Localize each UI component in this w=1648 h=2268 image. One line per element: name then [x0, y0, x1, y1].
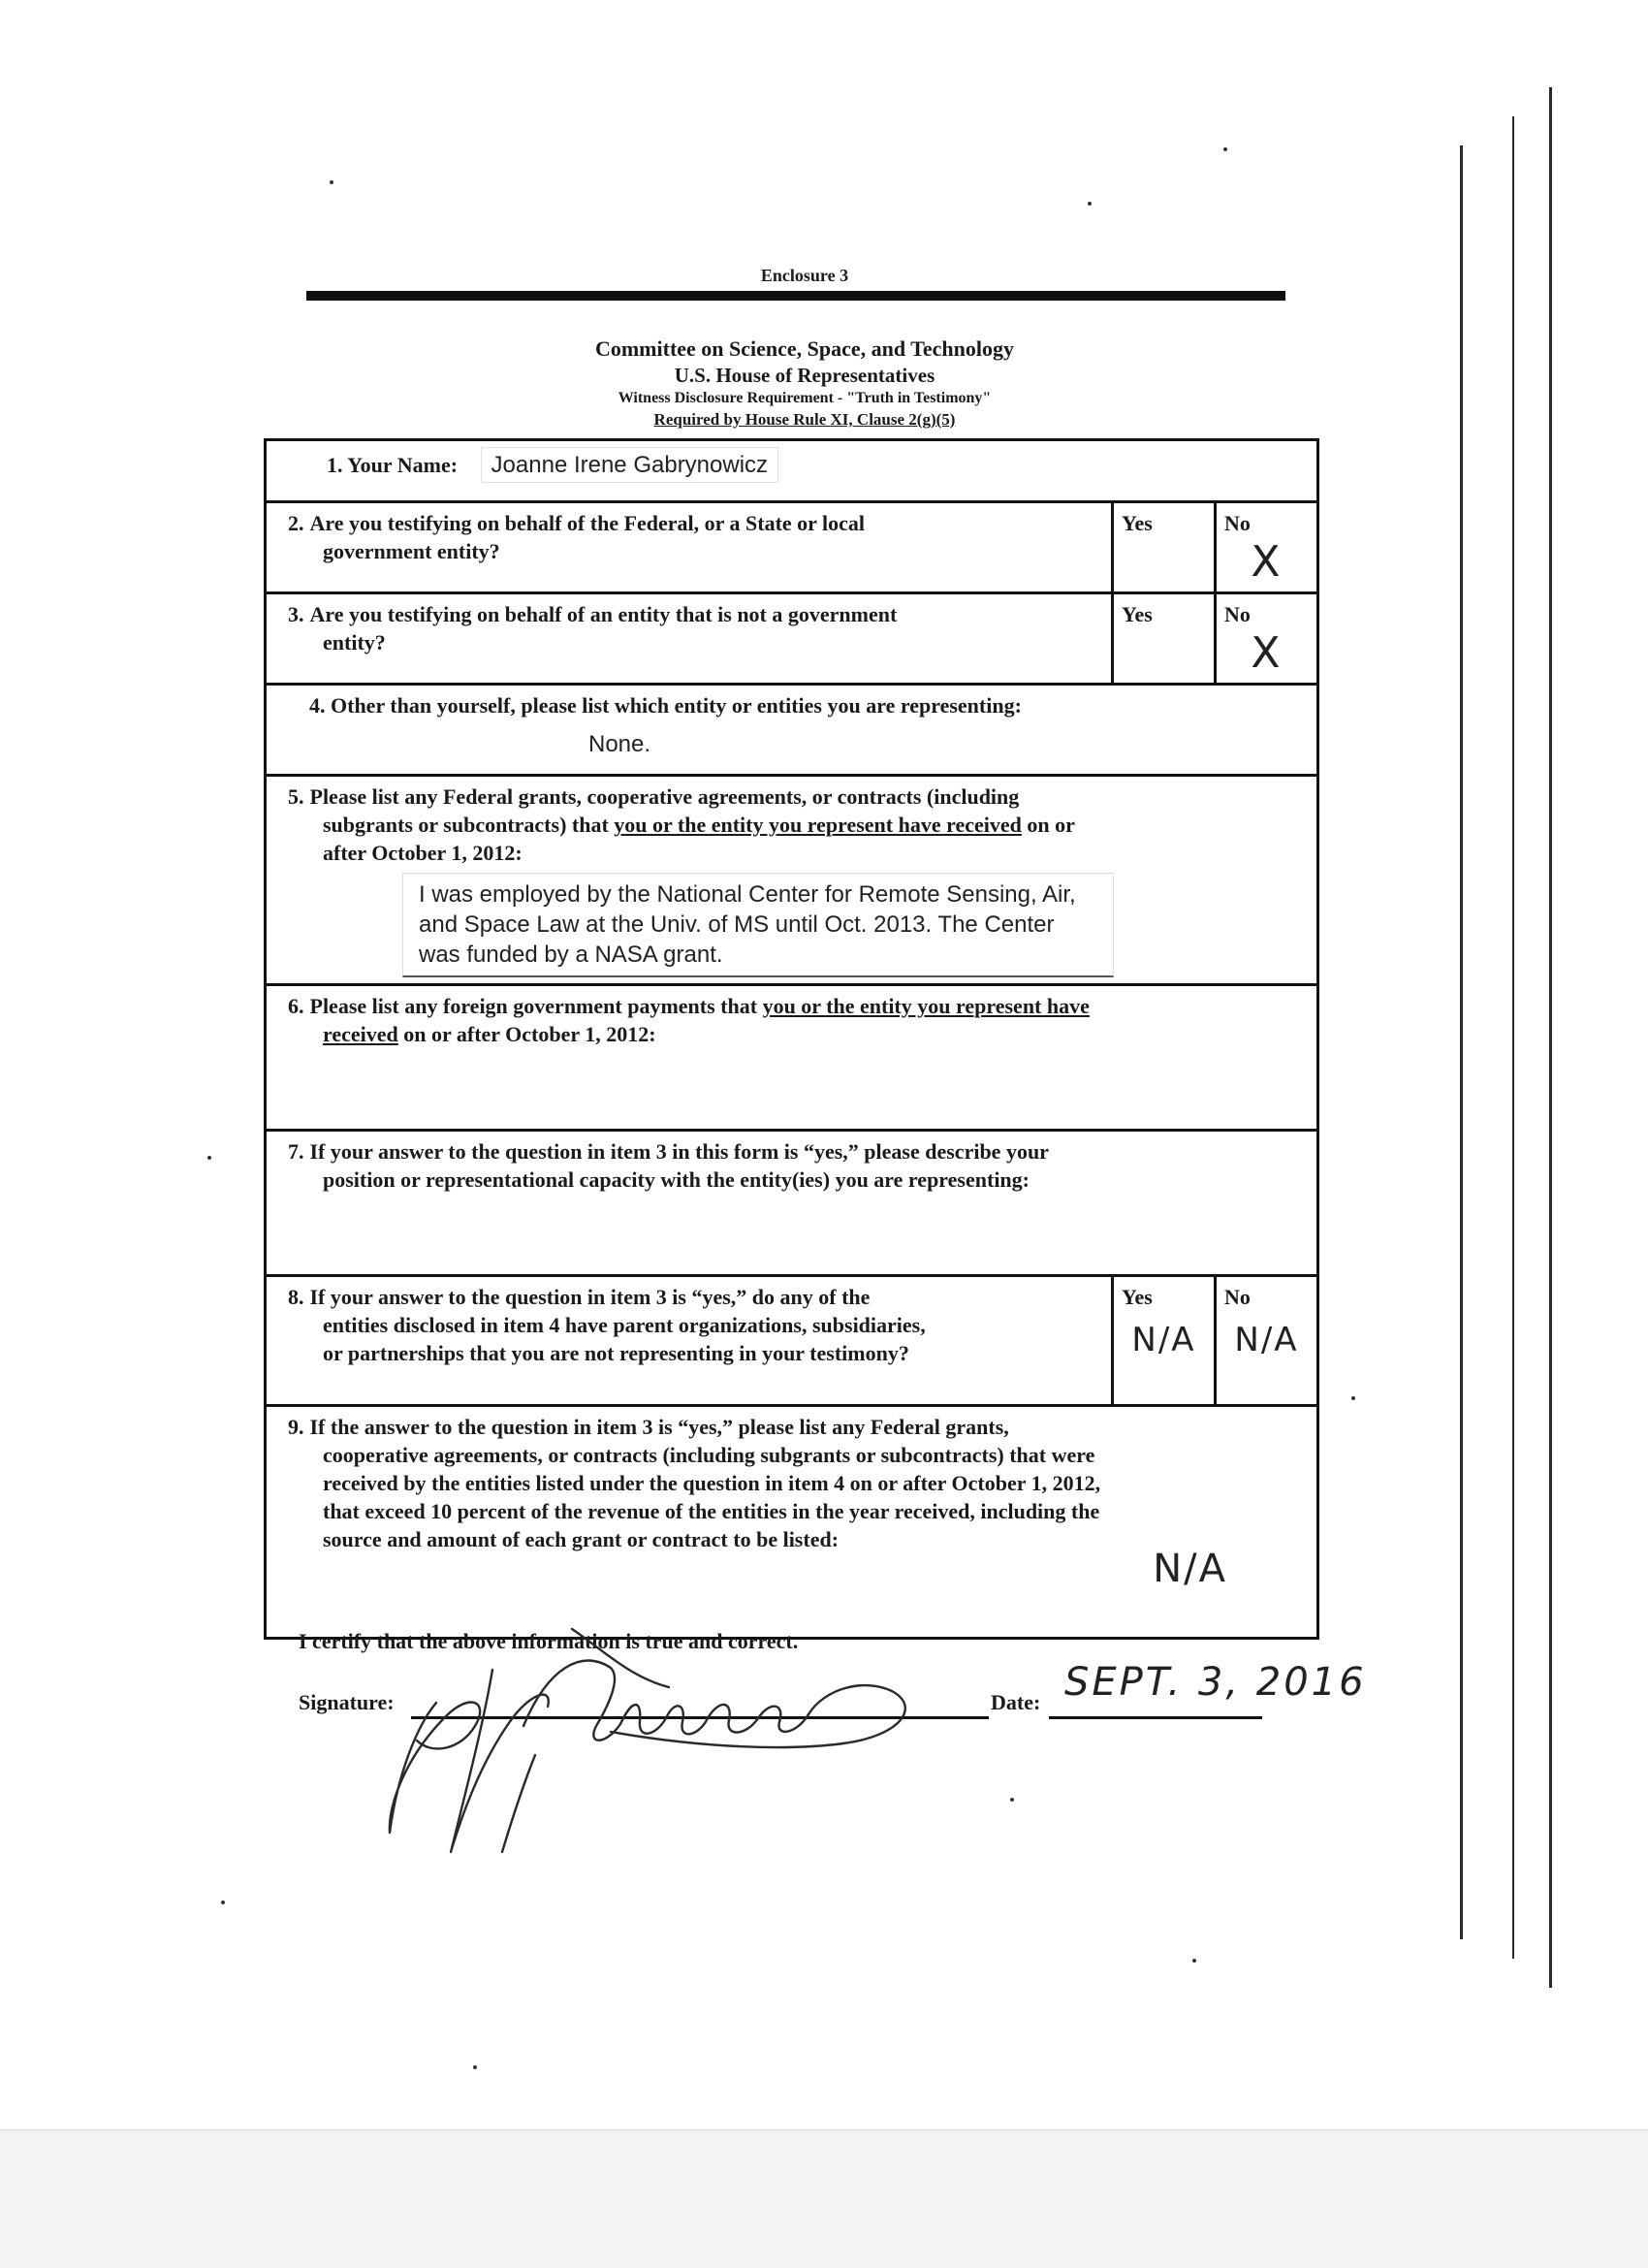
date-label: Date:	[991, 1690, 1041, 1714]
question-5-line	[288, 811, 1305, 839]
handwritten-date[interactable]: SEPT. 3, 2016	[1064, 1660, 1367, 1705]
header-rule	[306, 291, 1285, 301]
question-3-line: entity?	[323, 630, 386, 655]
question-3-line: Are you testifying on behalf of an entity that is not a government	[309, 602, 898, 626]
scan-speck	[1223, 147, 1227, 151]
question-3-row	[266, 593, 1318, 685]
yes-label: Yes	[1122, 602, 1153, 626]
disclosure-form-table	[264, 438, 1319, 1640]
question-2-text	[266, 502, 1113, 593]
question-9-number: 9.	[288, 1415, 304, 1439]
certification-statement: I certify that the above information is true and correct.	[299, 1629, 799, 1653]
question-7-line: If your answer to the question in item 3 in this form is “yes,” please describe your	[309, 1139, 1049, 1164]
scan-edge-line	[1549, 87, 1552, 1988]
handwritten-na: N/A	[1234, 1321, 1299, 1359]
question-8-text	[266, 1276, 1113, 1406]
scan-speck	[1088, 202, 1092, 206]
no-label: No	[1224, 511, 1251, 535]
question-5-text: on or	[1021, 813, 1075, 837]
question-8-number: 8.	[288, 1285, 304, 1309]
question-8-row	[266, 1276, 1318, 1406]
question-6-number: 6.	[288, 994, 304, 1018]
scan-edge-line	[1512, 116, 1514, 1959]
question-9-line: source and amount of each grant or contract to be listed:	[323, 1527, 840, 1551]
question-1-label: 1. Your Name:	[327, 453, 459, 477]
question-5-number: 5.	[288, 784, 304, 809]
question-3-no-cell[interactable]	[1216, 593, 1318, 685]
question-6-row	[266, 985, 1318, 1131]
enclosure-label: Enclosure 3	[760, 266, 849, 285]
grants-answer-field[interactable]: I was employed by the National Center for Remote Sensing, Air, and Space Law at the Univ. of MS until Oct. 2013. The Center was funded by a NASA grant.	[402, 873, 1114, 977]
question-2-no-cell[interactable]	[1216, 502, 1318, 593]
question-2-yes-cell[interactable]	[1113, 502, 1216, 593]
no-label: No	[1224, 602, 1251, 626]
scan-speck	[221, 1901, 225, 1904]
question-7-number: 7.	[288, 1139, 304, 1164]
handwritten-na: N/A	[1131, 1321, 1196, 1359]
no-label: No	[1224, 1285, 1251, 1309]
question-2-line: Are you testifying on behalf of the Federal, or a State or local	[309, 511, 866, 535]
scan-speck	[207, 1156, 211, 1160]
question-8-line: or partnerships that you are not representing in your testimony?	[323, 1341, 909, 1365]
question-6-cell	[266, 985, 1318, 1131]
question-9-line: If the answer to the question in item 3 is “yes,” please list any Federal grants,	[309, 1415, 1009, 1439]
question-7-line: position or representational capacity with the entity(ies) you are representing:	[323, 1167, 1030, 1192]
yes-label: Yes	[1122, 511, 1153, 535]
question-3-text	[266, 593, 1113, 685]
question-6-text: on or after October 1, 2012:	[397, 1022, 656, 1046]
question-8-line: entities disclosed in item 4 have parent organizations, subsidiaries,	[323, 1313, 926, 1337]
question-8-line: If your answer to the question in item 3 is “yes,” do any of the	[309, 1285, 871, 1309]
scan-speck	[473, 2065, 477, 2069]
question-5-cell	[266, 776, 1318, 985]
question-9-line: received by the entities listed under the question in item 4 on or after October 1, 2012,	[323, 1471, 1101, 1495]
question-3-number: 3.	[288, 602, 304, 626]
scan-speck	[330, 180, 333, 184]
checkmark-x: X	[1251, 537, 1283, 587]
question-8-yes-cell[interactable]	[1113, 1276, 1216, 1406]
question-6-line	[288, 1020, 1305, 1048]
question-6-underlined: you or the entity you represent have	[762, 994, 1090, 1018]
yes-label: Yes	[1122, 1285, 1153, 1309]
checkmark-x: X	[1251, 628, 1283, 678]
question-1-row	[266, 440, 1318, 502]
question-5-text: subgrants or subcontracts) that	[323, 813, 615, 837]
name-field[interactable]: Joanne Irene Gabrynowicz	[481, 447, 779, 483]
question-6-underlined: received	[323, 1022, 398, 1046]
house-title: U.S. House of Representatives	[674, 364, 935, 387]
entity-answer-field[interactable]: None.	[581, 727, 683, 761]
question-6-text: Please list any foreign government payments that	[309, 994, 763, 1018]
date-line	[1049, 1716, 1262, 1719]
question-8-no-cell[interactable]	[1216, 1276, 1318, 1406]
question-5-line: after October 1, 2012:	[323, 841, 523, 865]
question-9-cell	[266, 1406, 1318, 1639]
question-5-underlined: you or the entity you represent have received	[614, 813, 1022, 837]
scan-margin	[0, 2129, 1648, 2268]
question-2-line: government entity?	[323, 539, 500, 563]
question-7-cell	[266, 1131, 1318, 1276]
scan-speck	[1010, 1798, 1014, 1802]
question-9-row	[266, 1406, 1318, 1639]
signature-label: Signature:	[299, 1690, 395, 1714]
question-7-row	[266, 1131, 1318, 1276]
question-2-number: 2.	[288, 511, 304, 535]
question-5-line: Please list any Federal grants, cooperative agreements, or contracts (including	[309, 784, 1020, 809]
question-9-line: that exceed 10 percent of the revenue of the entities in the year received, including the	[323, 1499, 1100, 1523]
question-2-row	[266, 502, 1318, 593]
scan-edge-line	[1460, 145, 1463, 1939]
committee-title: Committee on Science, Space, and Technology	[594, 336, 1015, 361]
scan-speck	[1192, 1959, 1196, 1963]
question-9-line: cooperative agreements, or contracts (including subgrants or subcontracts) that were	[323, 1443, 1095, 1467]
scan-speck	[1351, 1396, 1355, 1400]
rule-reference: Required by House Rule XI, Clause 2(g)(5)	[653, 410, 956, 429]
form-header	[388, 335, 1221, 431]
handwritten-na: N/A	[1153, 1547, 1227, 1591]
question-4-text: 4. Other than yourself, please list which entity or entities you are representing:	[309, 693, 1022, 718]
question-1-cell	[266, 440, 1318, 502]
requirement-title: Witness Disclosure Requirement - "Truth in Testimony"	[618, 390, 992, 406]
handwritten-signature[interactable]	[378, 1610, 940, 1862]
question-3-yes-cell[interactable]	[1113, 593, 1216, 685]
question-4-row	[266, 685, 1318, 776]
question-5-row	[266, 776, 1318, 985]
question-4-cell	[266, 685, 1318, 776]
